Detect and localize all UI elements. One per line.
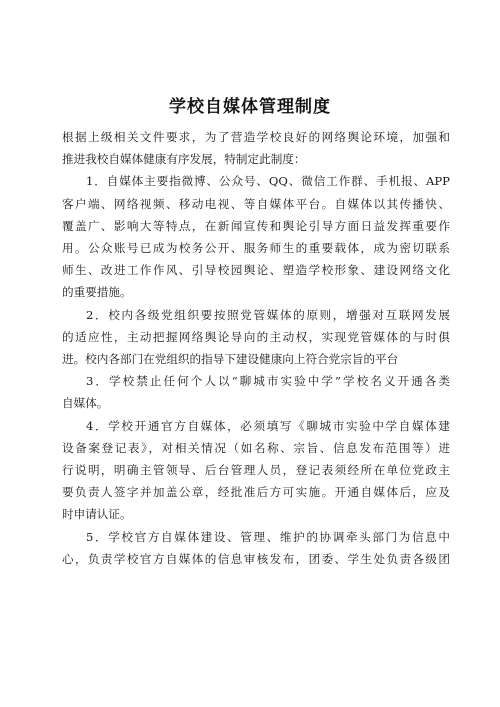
paragraph-4 <box>62 415 450 526</box>
intro-paragraph <box>62 126 450 170</box>
document-title: 学校自媒体管理制度 <box>169 97 331 117</box>
text-line: 要负责人签字并加盖公章，经批准后方可实施。开通自媒体后，应及 <box>62 485 450 500</box>
text-line: 设备案登记表》，对相关情况（如名称、宗旨、信息发布范围等）进 <box>62 440 450 455</box>
document-body <box>62 126 450 570</box>
text-line: 自媒体。 <box>62 396 109 411</box>
text-line: 进。校内各部门在党组织的指导下建设健康向上符合党宗旨的平台 <box>62 352 399 367</box>
text-line: 心，负责学校官方自媒体的信息审核发布，团委、学生处负责各级团 <box>62 551 450 566</box>
text-line: 师生、改进工作作风、引导校园舆论、塑造学校形象、建设网络文化 <box>62 263 450 278</box>
paragraph-1 <box>62 170 450 303</box>
text-line: 3．学校禁止任何个人以“聊城市实验中学”学校名义开通各类 <box>86 374 450 389</box>
paragraph-2 <box>62 304 450 371</box>
text-line: 行说明，明确主管领导、后台管理人员，登记表须经所在单位党政主 <box>62 463 450 478</box>
text-line: 覆盖广、影响大等特点，在新闻宣传和舆论引导方面日益发挥重要作 <box>62 218 450 233</box>
text-line: 2．校内各级党组织要按照党管媒体的原则，增强对互联网发展 <box>86 307 450 322</box>
text-line: 根据上级相关文件要求，为了营造学校良好的网络舆论环境，加强和 <box>62 130 450 144</box>
text-line: 的适应性，主动把握网络舆论导向的主动权，实现党管媒体的与时俱 <box>62 329 450 344</box>
text-line: 时申请认证。 <box>62 507 132 522</box>
text-line: 用。公众账号已成为校务公开、服务师生的重要载体，成为密切联系 <box>62 241 450 256</box>
text-line: 1．自媒体主要指微博、公众号、QQ、微信工作群、手机报、APP <box>86 174 450 189</box>
text-line: 5．学校官方自媒体建设、管理、维护的协调牵头部门为信息中 <box>86 529 450 544</box>
paragraph-5 <box>62 526 450 570</box>
text-line: 4．学校开通官方自媒体，必须填写《聊城市实验中学自媒体建 <box>86 418 450 433</box>
text-line: 客户端、网络视频、移动电视、等自媒体平台。自媒体以其传播快、 <box>62 196 450 211</box>
paragraph-3 <box>62 370 450 414</box>
text-line: 的重要措施。 <box>62 285 132 300</box>
text-line: 推进我校自媒体健康有序发展，特制定此制度： <box>62 152 306 167</box>
